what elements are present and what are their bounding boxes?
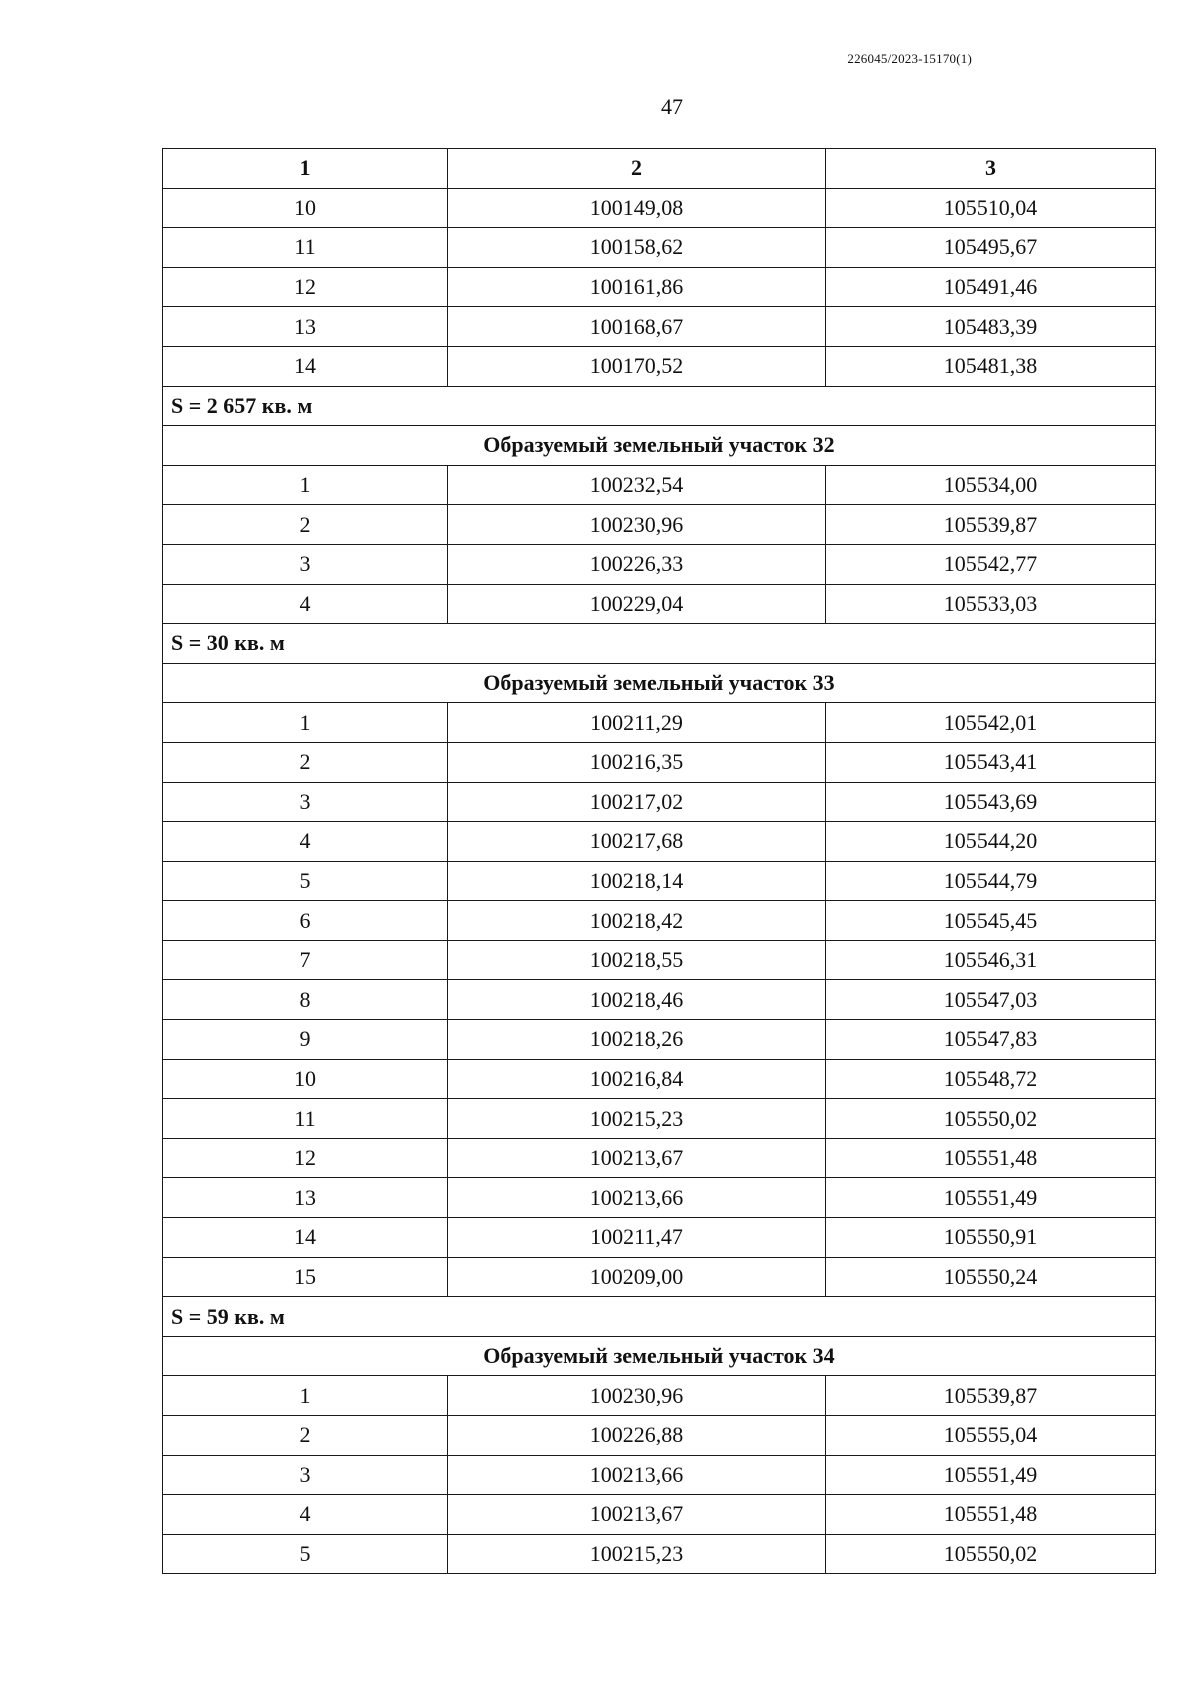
point-number-cell: 4 (163, 584, 448, 624)
y-coordinate-cell: 105481,38 (826, 346, 1156, 386)
y-coordinate-cell: 105551,48 (826, 1495, 1156, 1535)
y-coordinate-cell: 105545,45 (826, 901, 1156, 941)
y-coordinate-cell: 105550,91 (826, 1218, 1156, 1258)
area-label-row (163, 1297, 1156, 1337)
x-coordinate-cell: 100232,54 (448, 465, 826, 505)
coordinates-table (162, 148, 1156, 1574)
point-number-cell: 10 (163, 1059, 448, 1099)
table-row (163, 1138, 1156, 1178)
area-label-row (163, 624, 1156, 664)
x-coordinate-cell: 100229,04 (448, 584, 826, 624)
y-coordinate-cell: 105534,00 (826, 465, 1156, 505)
point-number-cell: 7 (163, 940, 448, 980)
x-coordinate-cell: 100213,67 (448, 1495, 826, 1535)
point-number-cell: 14 (163, 1218, 448, 1258)
point-number-cell: 9 (163, 1020, 448, 1060)
table-row (163, 1020, 1156, 1060)
x-coordinate-cell: 100218,42 (448, 901, 826, 941)
area-label: S = 30 кв. м (163, 624, 1156, 664)
point-number-cell: 10 (163, 188, 448, 228)
y-coordinate-cell: 105495,67 (826, 228, 1156, 268)
area-label-row (163, 386, 1156, 426)
section-title: Образуемый земельный участок 33 (163, 663, 1156, 703)
point-number-cell: 2 (163, 505, 448, 545)
header-cell-y: 3 (826, 149, 1156, 189)
y-coordinate-cell: 105550,24 (826, 1257, 1156, 1297)
section-title-row (163, 1336, 1156, 1376)
point-number-cell: 6 (163, 901, 448, 941)
point-number-cell: 13 (163, 307, 448, 347)
coordinates-table-body (163, 149, 1156, 1574)
point-number-cell: 3 (163, 782, 448, 822)
table-row (163, 307, 1156, 347)
x-coordinate-cell: 100215,23 (448, 1534, 826, 1574)
section-title-row (163, 426, 1156, 466)
x-coordinate-cell: 100218,46 (448, 980, 826, 1020)
table-row (163, 940, 1156, 980)
x-coordinate-cell: 100211,29 (448, 703, 826, 743)
y-coordinate-cell: 105548,72 (826, 1059, 1156, 1099)
y-coordinate-cell: 105547,83 (826, 1020, 1156, 1060)
x-coordinate-cell: 100216,35 (448, 742, 826, 782)
header-cell-x: 2 (448, 149, 826, 189)
page-number: 47 (661, 94, 683, 119)
header-cell-point-number: 1 (163, 149, 448, 189)
point-number-cell: 5 (163, 1534, 448, 1574)
y-coordinate-cell: 105551,49 (826, 1178, 1156, 1218)
x-coordinate-cell: 100211,47 (448, 1218, 826, 1258)
table-row (163, 703, 1156, 743)
area-label: S = 2 657 кв. м (163, 386, 1156, 426)
table-row (163, 584, 1156, 624)
point-number-cell: 1 (163, 465, 448, 505)
point-number-cell: 13 (163, 1178, 448, 1218)
x-coordinate-cell: 100226,88 (448, 1416, 826, 1456)
x-coordinate-cell: 100168,67 (448, 307, 826, 347)
table-row (163, 1455, 1156, 1495)
point-number-cell: 8 (163, 980, 448, 1020)
y-coordinate-cell: 105543,69 (826, 782, 1156, 822)
x-coordinate-cell: 100213,67 (448, 1138, 826, 1178)
x-coordinate-cell: 100161,86 (448, 267, 826, 307)
table-row (163, 980, 1156, 1020)
y-coordinate-cell: 105547,03 (826, 980, 1156, 1020)
table-row (163, 1059, 1156, 1099)
x-coordinate-cell: 100149,08 (448, 188, 826, 228)
y-coordinate-cell: 105546,31 (826, 940, 1156, 980)
y-coordinate-cell: 105551,49 (826, 1455, 1156, 1495)
y-coordinate-cell: 105544,79 (826, 861, 1156, 901)
document-id: 226045/2023-15170(1) (847, 51, 972, 66)
x-coordinate-cell: 100217,02 (448, 782, 826, 822)
y-coordinate-cell: 105551,48 (826, 1138, 1156, 1178)
table-row (163, 1534, 1156, 1574)
table-row (163, 1178, 1156, 1218)
section-title: Образуемый земельный участок 34 (163, 1336, 1156, 1376)
point-number-cell: 12 (163, 267, 448, 307)
y-coordinate-cell: 105510,04 (826, 188, 1156, 228)
point-number-cell: 3 (163, 544, 448, 584)
y-coordinate-cell: 105544,20 (826, 822, 1156, 862)
point-number-cell: 5 (163, 861, 448, 901)
x-coordinate-cell: 100226,33 (448, 544, 826, 584)
point-number-cell: 4 (163, 822, 448, 862)
table-row (163, 782, 1156, 822)
table-row (163, 188, 1156, 228)
table-row (163, 228, 1156, 268)
table-row (163, 544, 1156, 584)
x-coordinate-cell: 100209,00 (448, 1257, 826, 1297)
point-number-cell: 11 (163, 228, 448, 268)
table-row (163, 901, 1156, 941)
table-row (163, 1099, 1156, 1139)
point-number-cell: 1 (163, 703, 448, 743)
table-row (163, 267, 1156, 307)
y-coordinate-cell: 105543,41 (826, 742, 1156, 782)
x-coordinate-cell: 100215,23 (448, 1099, 826, 1139)
table-row (163, 465, 1156, 505)
point-number-cell: 14 (163, 346, 448, 386)
table-row (163, 861, 1156, 901)
table-row (163, 822, 1156, 862)
table-header-row (163, 149, 1156, 189)
section-title: Образуемый земельный участок 32 (163, 426, 1156, 466)
x-coordinate-cell: 100216,84 (448, 1059, 826, 1099)
x-coordinate-cell: 100217,68 (448, 822, 826, 862)
point-number-cell: 3 (163, 1455, 448, 1495)
x-coordinate-cell: 100230,96 (448, 505, 826, 545)
table-row (163, 1416, 1156, 1456)
x-coordinate-cell: 100218,55 (448, 940, 826, 980)
x-coordinate-cell: 100158,62 (448, 228, 826, 268)
x-coordinate-cell: 100213,66 (448, 1178, 826, 1218)
y-coordinate-cell: 105483,39 (826, 307, 1156, 347)
table-row (163, 1376, 1156, 1416)
y-coordinate-cell: 105542,77 (826, 544, 1156, 584)
section-title-row (163, 663, 1156, 703)
x-coordinate-cell: 100170,52 (448, 346, 826, 386)
y-coordinate-cell: 105555,04 (826, 1416, 1156, 1456)
x-coordinate-cell: 100218,26 (448, 1020, 826, 1060)
y-coordinate-cell: 105550,02 (826, 1099, 1156, 1139)
point-number-cell: 2 (163, 1416, 448, 1456)
y-coordinate-cell: 105533,03 (826, 584, 1156, 624)
y-coordinate-cell: 105550,02 (826, 1534, 1156, 1574)
table-row (163, 1218, 1156, 1258)
x-coordinate-cell: 100213,66 (448, 1455, 826, 1495)
table-row (163, 1257, 1156, 1297)
area-label: S = 59 кв. м (163, 1297, 1156, 1337)
point-number-cell: 2 (163, 742, 448, 782)
table-row (163, 1495, 1156, 1535)
x-coordinate-cell: 100230,96 (448, 1376, 826, 1416)
point-number-cell: 4 (163, 1495, 448, 1535)
table-row (163, 742, 1156, 782)
point-number-cell: 15 (163, 1257, 448, 1297)
point-number-cell: 1 (163, 1376, 448, 1416)
table-row (163, 346, 1156, 386)
point-number-cell: 11 (163, 1099, 448, 1139)
x-coordinate-cell: 100218,14 (448, 861, 826, 901)
point-number-cell: 12 (163, 1138, 448, 1178)
y-coordinate-cell: 105491,46 (826, 267, 1156, 307)
y-coordinate-cell: 105539,87 (826, 505, 1156, 545)
y-coordinate-cell: 105539,87 (826, 1376, 1156, 1416)
table-row (163, 505, 1156, 545)
y-coordinate-cell: 105542,01 (826, 703, 1156, 743)
